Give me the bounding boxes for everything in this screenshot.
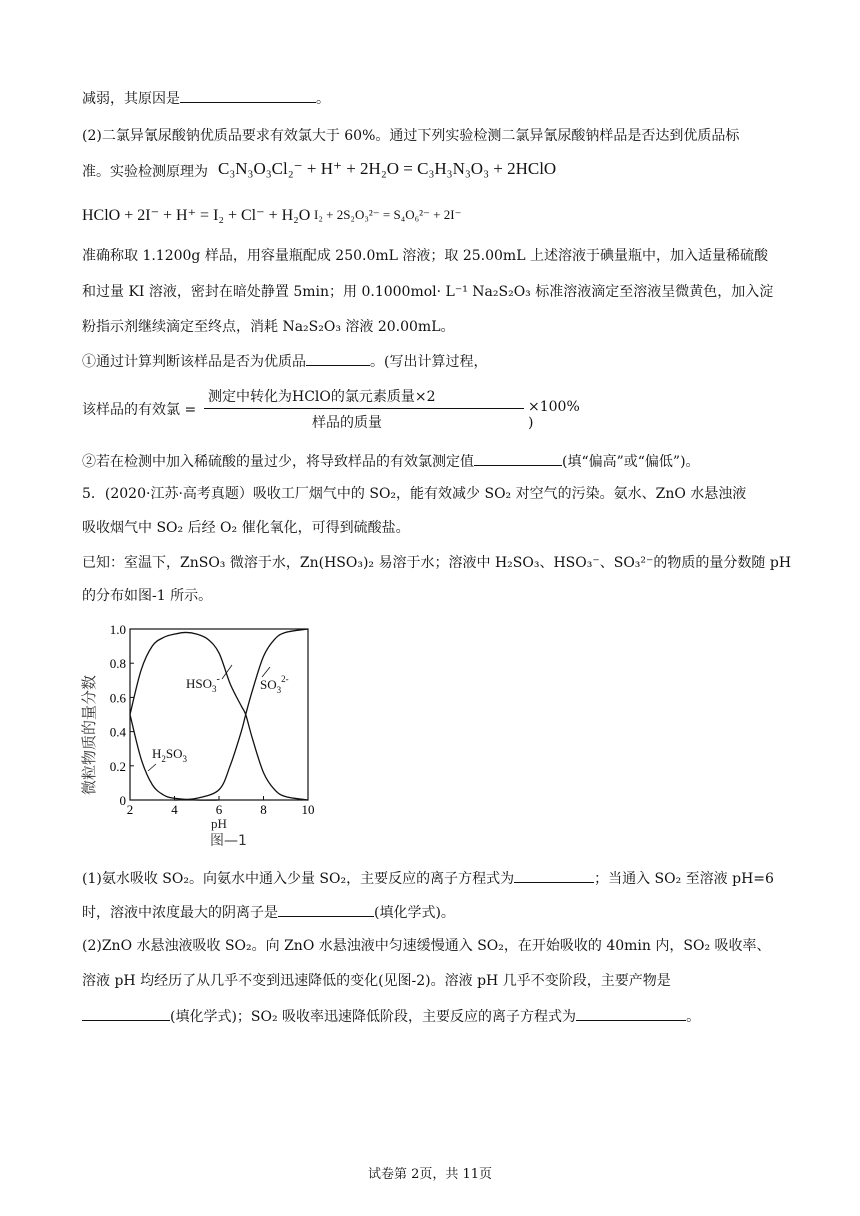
text-line: 准。实验检测原理为 — [82, 164, 208, 180]
formula-lhs: 该样品的有效氯 = — [82, 402, 197, 418]
equation-3: I₂ + 2S₂O₃²⁻ = S₄O₆²⁻ + 2I⁻ — [314, 207, 462, 222]
y-axis-label: 微粒物质的量分数 — [80, 674, 98, 795]
y-tick-label: 0.4 — [109, 724, 126, 740]
answer-blank[interactable] — [278, 902, 374, 917]
y-tick-label: 1.0 — [109, 622, 126, 637]
formula-tail: ×100% ) — [528, 399, 580, 431]
text-line: 减弱，其原因是 。 — [82, 88, 330, 109]
text-line: 溶液 pH 均经历了从几乎不变到迅速降低的变化(见图-2)。溶液 pH 几乎不变阶段，主要产物是 — [82, 973, 671, 989]
equation-2: HClO + 2I⁻ + H⁺ = I₂ + Cl⁻ + H₂O — [82, 207, 311, 224]
text-line: ②若在检测中加入稀硫酸的量过少，将导致样品的有效氯测定值 (填“偏高”或“偏低”)。 — [82, 451, 700, 472]
answer-blank[interactable] — [576, 1006, 686, 1021]
answer-blank[interactable] — [514, 868, 594, 883]
text-line: 吸收烟气中 SO₂ 后经 O₂ 催化氧化，可得到硫酸盐。 — [82, 520, 410, 536]
text-line: ①通过计算判断该样品是否为优质品 。(写出计算过程， — [82, 351, 487, 372]
text-line: 5．(2020·江苏·高考真题）吸收工厂烟气中的 SO₂，能有效减少 SO₂ 对空气的污染。氨水、ZnO 水悬浊液 — [82, 486, 747, 502]
text-line: 准确称取 1.1200g 样品，用容量瓶配成 250.0mL 溶液；取 25.00mL 上述溶液于碘量瓶中，加入适量稀硫酸 — [82, 248, 768, 264]
answer-blank[interactable] — [306, 351, 370, 366]
leader-h2so3 — [148, 764, 156, 771]
distribution-chart — [78, 617, 318, 849]
label-h2so3: $H_2SO_3$ — [152, 746, 188, 764]
effective-chlorine-formula — [82, 386, 580, 432]
text-line: 的分布如图-1 所示。 — [82, 588, 213, 604]
y-tick-label: 0.8 — [109, 656, 126, 672]
page-footer: 试卷第 2页，共 11页 — [367, 1167, 493, 1182]
fraction-bar — [204, 408, 524, 409]
x-axis-label: pH — [211, 816, 227, 831]
figure-caption: 图—1 — [210, 833, 247, 849]
hso3-curve — [130, 632, 308, 800]
answer-blank[interactable] — [82, 1006, 170, 1021]
answer-blank[interactable] — [474, 451, 562, 466]
y-tick-label: 0 — [119, 793, 126, 808]
text-line: 时，溶液中浓度最大的阴离子是 (填化学式)。 — [82, 902, 455, 923]
leader-so3 — [262, 667, 270, 677]
x-tick-label: 8 — [260, 802, 267, 817]
answer-blank[interactable] — [180, 88, 316, 103]
x-tick-label: 10 — [301, 802, 315, 817]
plot-frame — [130, 629, 308, 800]
text-line: (1)氨水吸收 SO₂。向氨水中通入少量 SO₂，主要反应的离子方程式为 ；当通入 SO₂ 至溶液 pH=6 — [82, 868, 774, 889]
text-line: 和过量 KI 溶液，密封在暗处静置 5min；用 0.1000mol· L⁻¹ Na₂S₂O₃ 标准溶液滴定至溶液呈微黄色，加入淀 — [82, 284, 774, 300]
text-line: 已知：室温下，ZnSO₃ 微溶于水，Zn(HSO₃)₂ 易溶于水；溶液中 H₂SO₃、HSO₃⁻、SO₃²⁻的物质的量分数随 pH — [82, 555, 792, 571]
text-line: (2)二氯异氰尿酸钠优质品要求有效氯大于 60%。通过下列实验检测二氯异氰尿酸钠样品是否达到优质品标 — [82, 128, 740, 144]
x-tick-label: 2 — [126, 802, 134, 817]
equation-1: C₃N₃O₃Cl₂⁻ + H⁺ + 2H₂O = C₃H₃N₃O₃ + 2HClO — [218, 159, 557, 178]
label-hso3: $HSO_3^-$ — [186, 674, 220, 694]
text-line: 粉指示剂继续滴定至终点，消耗 Na₂S₂O₃ 溶液 20.00mL。 — [82, 319, 455, 335]
formula-numerator: 测定中转化为HClO的氯元素质量×2 — [208, 389, 436, 405]
x-tick-label: 6 — [215, 802, 223, 817]
so3-curve — [175, 629, 309, 800]
x-tick-label: 4 — [171, 802, 178, 817]
formula-denominator: 样品的质量 — [312, 415, 382, 431]
text-line: (2)ZnO 水悬浊液吸收 SO₂。向 ZnO 水悬浊液中匀速缓慢通入 SO₂，在开始吸收的 40min 内，SO₂ 吸收率、 — [82, 938, 771, 954]
label-so3: $SO_3^{2-}$ — [260, 674, 289, 695]
text-line: (填化学式)；SO₂ 吸收率迅速降低阶段，主要反应的离子方程式为 。 — [82, 1006, 700, 1027]
y-tick-label: 0.6 — [109, 690, 126, 706]
y-tick-label: 0.2 — [109, 758, 126, 774]
